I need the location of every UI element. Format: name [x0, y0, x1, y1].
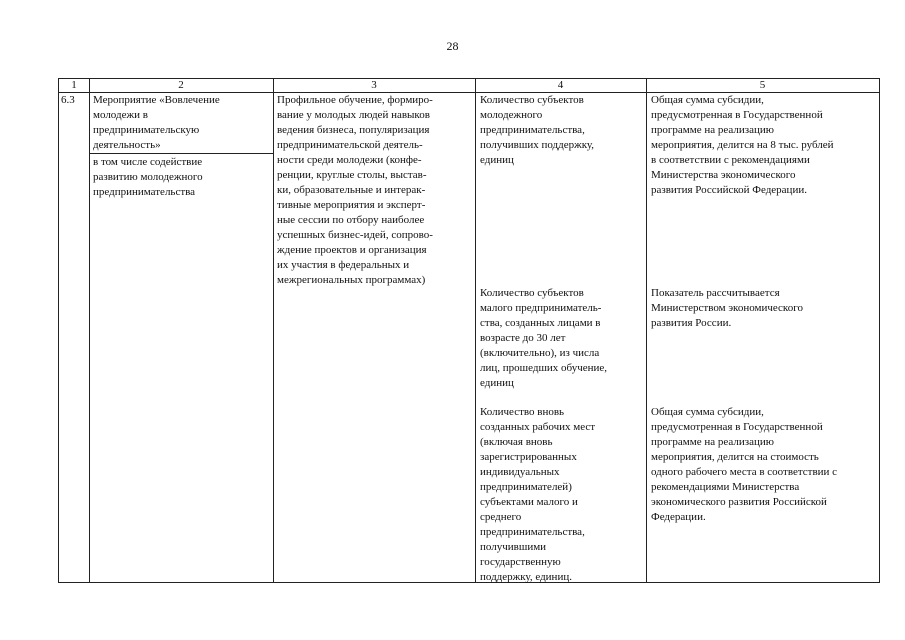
text-line: деятельность»	[93, 139, 161, 151]
text-line: Мероприятие «Вовлечение	[93, 94, 220, 106]
text-line: тивные мероприятия и эксперт-	[277, 199, 426, 211]
indicator-2	[480, 286, 607, 391]
text-line: программе на реализацию	[651, 436, 774, 448]
column-divider	[273, 79, 274, 582]
indicator-3	[480, 405, 595, 585]
text-line: ждение проектов и организация	[277, 244, 427, 256]
text-line: в том числе содействие	[93, 156, 203, 168]
text-line: Министерством экономического	[651, 302, 803, 314]
text-line: Общая сумма субсидии,	[651, 406, 764, 418]
activity-subtitle	[93, 155, 203, 200]
text-line: Общая сумма субсидии,	[651, 94, 764, 106]
text-line: (включая вновь	[480, 436, 553, 448]
text-line: ведения бизнеса, популяризация	[277, 124, 430, 136]
column-header-4: 4	[557, 79, 564, 91]
text-line: мероприятия, делится на 8 тыс. рублей	[651, 139, 834, 151]
indicator-1-method	[651, 93, 834, 198]
text-line: Федерации.	[651, 511, 706, 523]
indicators-table	[58, 78, 880, 583]
text-line: межрегиональных программах)	[277, 274, 426, 286]
text-line: поддержку, единиц.	[480, 571, 572, 583]
text-line: лиц, прошедших обучение,	[480, 362, 608, 374]
text-line: получивших поддержку,	[480, 139, 595, 151]
text-line: развития России.	[651, 317, 732, 329]
text-line: развития Российской Федерации.	[651, 184, 807, 196]
text-line: Количество субъектов	[480, 94, 584, 106]
text-line: развитию молодежного	[93, 171, 203, 183]
text-line: единиц	[480, 154, 514, 166]
text-line: Профильное обучение, формиро-	[277, 94, 433, 106]
text-line: ные сессии по отбору наиболее	[277, 214, 425, 226]
column-header-2: 2	[178, 79, 184, 91]
text-line: предусмотренная в Государственной	[651, 421, 823, 433]
text-line: предпринимательства,	[480, 526, 585, 538]
text-line: среднего	[480, 511, 522, 523]
text-line: предпринимателей)	[480, 481, 572, 493]
text-line: единиц	[480, 377, 514, 389]
text-line: в соответствии с рекомендациями	[651, 154, 810, 166]
text-line: мероприятия, делится на стоимость	[651, 451, 819, 463]
column-header-3: 3	[371, 79, 377, 91]
indicator-3-method	[651, 405, 837, 525]
column-divider	[646, 79, 647, 582]
text-line: ства, созданных лицами в	[480, 317, 601, 329]
text-line: Министерства экономического	[651, 169, 796, 181]
text-line: созданных рабочих мест	[480, 421, 596, 433]
text-line: одного рабочего места в соответствии с	[651, 466, 838, 478]
column-header-5: 5	[759, 79, 766, 91]
text-line: успешных бизнес-идей, сопрово-	[277, 229, 433, 241]
text-line: их участия в федеральных и	[277, 259, 410, 271]
text-line: ренции, круглые столы, выстав-	[277, 169, 427, 181]
text-line: экономического развития Российской	[651, 496, 827, 508]
text-line: Показатель рассчитывается	[651, 287, 780, 299]
indicator-2-method	[651, 286, 803, 331]
text-line: рекомендациями Министерства	[651, 481, 800, 493]
text-line: субъектами малого и	[480, 496, 578, 508]
column-divider	[89, 79, 90, 582]
text-line: предпринимательства	[93, 186, 196, 198]
text-line: Количество вновь	[480, 406, 565, 418]
text-line: предусмотренная в Государственной	[651, 109, 823, 121]
text-line: государственную	[480, 556, 561, 568]
activity-subdivider	[89, 153, 273, 154]
text-line: зарегистрированных	[480, 451, 577, 463]
text-line: молодежи в	[93, 109, 148, 121]
text-line: ности среди молодежи (конфе-	[277, 154, 422, 166]
text-line: получившими	[480, 541, 547, 553]
page-number: 28	[446, 39, 459, 53]
text-line: предпринимательской деятель-	[277, 139, 423, 151]
column-header-1: 1	[71, 79, 77, 91]
text-line: предпринимательскую	[93, 124, 200, 136]
text-line: молодежного	[480, 109, 543, 121]
text-line: (включительно), из числа	[480, 347, 600, 359]
text-line: программе на реализацию	[651, 124, 774, 136]
text-line: возрасте до 30 лет	[480, 332, 566, 344]
text-line: вание у молодых людей навыков	[277, 109, 430, 121]
column-divider	[475, 79, 476, 582]
text-line: ки, образовательные и интерак-	[277, 184, 426, 196]
text-line: предпринимательства,	[480, 124, 585, 136]
text-line: индивидуальных	[480, 466, 560, 478]
text-line: Количество субъектов	[480, 287, 584, 299]
indicator-1	[480, 93, 594, 168]
activity-title	[93, 93, 220, 153]
activity-description	[277, 93, 433, 288]
text-line: малого предприниматель-	[480, 302, 602, 314]
row-number: 6.3	[61, 94, 75, 106]
